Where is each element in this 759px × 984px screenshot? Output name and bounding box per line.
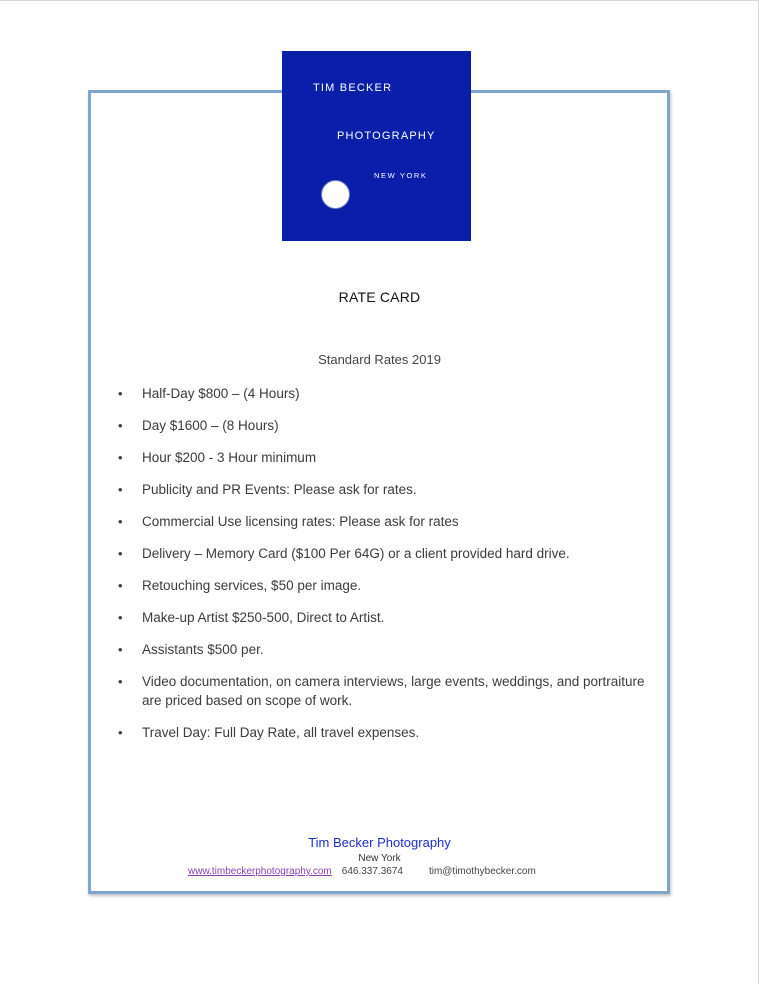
- page-title: RATE CARD: [338, 289, 421, 305]
- phone-number: 646.337.3674: [341, 866, 403, 877]
- bullet-icon: •: [118, 450, 123, 465]
- list-item: [118, 512, 648, 531]
- list-item: [118, 608, 648, 627]
- email-address: tim@timothybecker.com: [428, 866, 536, 877]
- list-item: [118, 640, 648, 659]
- footer-city: New York: [358, 853, 401, 864]
- list-item: [118, 448, 648, 467]
- rate-text: Commercial Use licensing rates: Please ask for rates: [142, 514, 459, 529]
- logo-line-photography: PHOTOGRAPHY: [337, 130, 436, 142]
- bullet-icon: •: [118, 514, 123, 529]
- rate-text: Video documentation, on camera interviews, large events, weddings, and portraiture are priced based on scope of work.: [142, 674, 645, 708]
- list-item: [118, 576, 648, 595]
- list-item: [118, 480, 648, 499]
- list-item: [118, 672, 648, 710]
- list-item: [118, 416, 648, 435]
- logo-line-city: NEW YORK: [374, 171, 428, 180]
- bullet-icon: •: [118, 642, 123, 657]
- rate-text: Retouching services, $50 per image.: [142, 578, 362, 593]
- rate-text: Half-Day $800 – (4 Hours): [142, 386, 300, 401]
- bullet-icon: •: [118, 578, 123, 593]
- footer-company-name: Tim Becker Photography: [308, 835, 451, 850]
- logo-line-name: TIM BECKER: [313, 82, 393, 94]
- bullet-icon: •: [118, 546, 123, 561]
- rate-text: Delivery – Memory Card ($100 Per 64G) or a client provided hard drive.: [142, 546, 570, 561]
- rates-list: [118, 384, 648, 755]
- bullet-icon: •: [118, 386, 123, 401]
- rate-text: Make-up Artist $250-500, Direct to Artist.: [142, 610, 385, 625]
- footer-contact-line: [188, 866, 536, 877]
- logo: [282, 51, 471, 241]
- camera-lens-icon: [321, 180, 350, 209]
- website-link[interactable]: www.timbeckerphotography.com: [188, 866, 332, 877]
- rate-text: Assistants $500 per.: [142, 642, 264, 657]
- rate-text: Travel Day: Full Day Rate, all travel expenses.: [142, 725, 420, 740]
- list-item: [118, 384, 648, 403]
- bullet-icon: •: [118, 674, 123, 689]
- list-item: [118, 723, 648, 742]
- rate-text: Hour $200 - 3 Hour minimum: [142, 450, 317, 465]
- bullet-icon: •: [118, 610, 123, 625]
- bullet-icon: •: [118, 418, 123, 433]
- rate-text: Day $1600 – (8 Hours): [142, 418, 279, 433]
- page-subtitle: Standard Rates 2019: [318, 352, 441, 367]
- list-item: [118, 544, 648, 563]
- rate-text: Publicity and PR Events: Please ask for rates.: [142, 482, 417, 497]
- bullet-icon: •: [118, 482, 123, 497]
- bullet-icon: •: [118, 725, 123, 740]
